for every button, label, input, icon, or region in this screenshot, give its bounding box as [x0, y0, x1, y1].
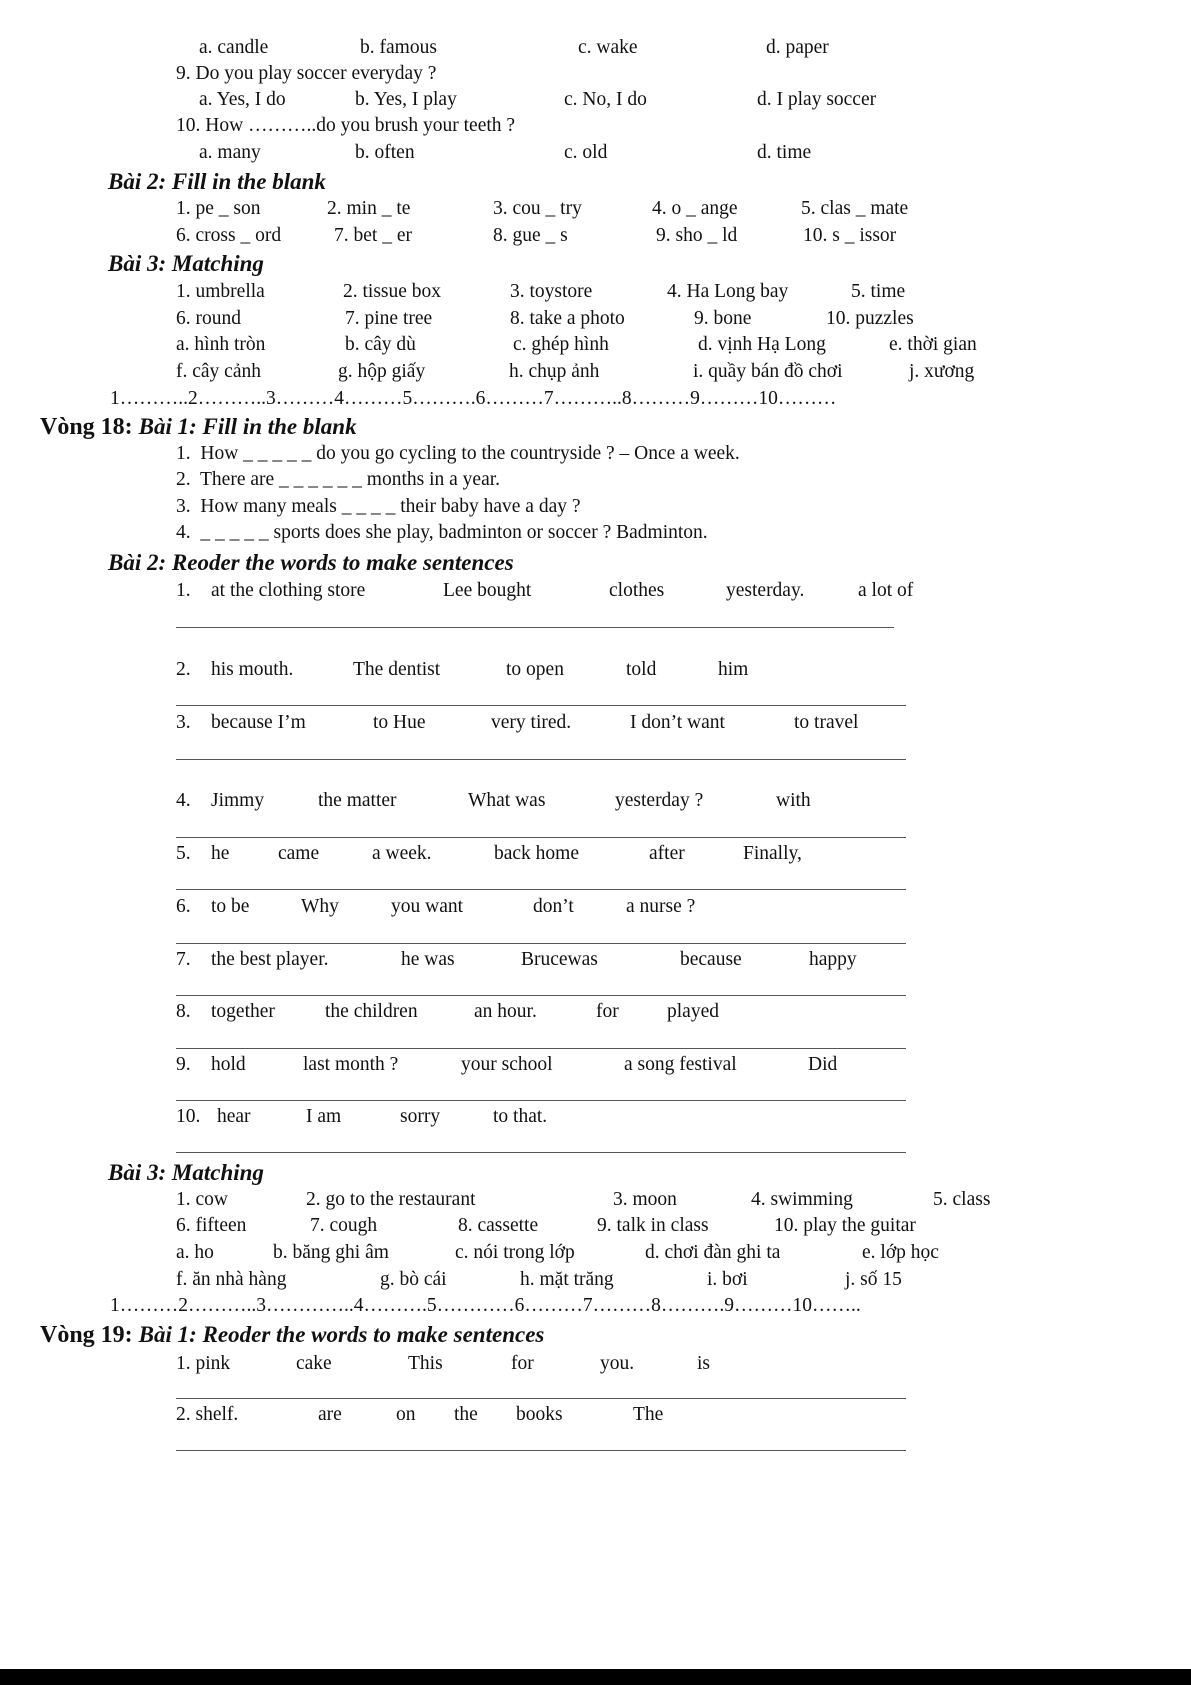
- answer-line[interactable]: [176, 1048, 906, 1049]
- q8-option-b: b. famous: [360, 37, 437, 58]
- reorder-number: 5.: [176, 843, 191, 864]
- vong18-item[interactable]: 1. How _ _ _ _ _ do you go cycling to the countryside ? – Once a week.: [176, 443, 740, 464]
- word-chunk: Why: [301, 896, 339, 917]
- matching-item: e. lớp học: [862, 1242, 939, 1263]
- matching-item: a. hình tròn: [176, 334, 266, 355]
- matching-item: g. bò cái: [380, 1269, 447, 1290]
- matching-item: 1. umbrella: [176, 281, 265, 302]
- word-chunk: a nurse ?: [626, 896, 696, 917]
- answer-line[interactable]: [176, 837, 906, 838]
- matching-item: c. nói trong lớp: [455, 1242, 575, 1263]
- q8-option-c: c. wake: [578, 37, 638, 58]
- matching-item: f. cây cảnh: [176, 361, 261, 382]
- matching-item: d. chơi đàn ghi ta: [645, 1242, 781, 1263]
- matching-item: 8. cassette: [458, 1215, 539, 1236]
- vong18-item[interactable]: 4. _ _ _ _ _ sports does she play, badminton or soccer ? Badminton.: [176, 522, 708, 543]
- matching-item: 10. puzzles: [826, 308, 914, 329]
- vong18-item[interactable]: 3. How many meals _ _ _ _ their baby have a day ?: [176, 496, 581, 517]
- word-chunk: with: [776, 790, 811, 811]
- word-chunk: is: [697, 1353, 711, 1374]
- matching-item: j. số 15: [845, 1269, 902, 1290]
- fill-item: 3. cou _ try: [493, 198, 582, 219]
- vong18-lead: Vòng 18:: [40, 414, 139, 440]
- vong19-lead: Vòng 19:: [40, 1322, 139, 1348]
- vong19-heading: [40, 1323, 544, 1347]
- vong19-title: Bài 1: Reoder the words to make sentences: [138, 1322, 545, 1347]
- fill-item: 10. s _ issor: [803, 225, 897, 246]
- word-chunk: hear: [217, 1106, 251, 1127]
- matching-item: 9. talk in class: [597, 1215, 709, 1236]
- word-chunk: a song festival: [624, 1054, 737, 1075]
- word-chunk: because: [680, 949, 742, 970]
- answer-line[interactable]: [176, 943, 906, 944]
- word-chunk: together: [211, 1001, 275, 1022]
- word-chunk: hold: [211, 1054, 246, 1075]
- word-chunk: you want: [391, 896, 464, 917]
- word-chunk: a lot of: [858, 580, 914, 601]
- q9-option-c: c. No, I do: [564, 89, 647, 110]
- word-chunk: because I’m: [211, 712, 306, 733]
- word-chunk: the matter: [318, 790, 397, 811]
- bai2-fill-heading: Bài 2: Fill in the blank: [108, 169, 326, 194]
- fill-item: 6. cross _ ord: [176, 225, 282, 246]
- reorder-number: 2.: [176, 659, 191, 680]
- answer-line[interactable]: [176, 1398, 906, 1399]
- word-chunk: The dentist: [353, 659, 441, 680]
- matching-answer-line[interactable]: 1………..2………..3………4………5……….6………7………..8………9………10………: [110, 388, 837, 409]
- reorder-number: 7.: [176, 949, 191, 970]
- word-chunk: last month ?: [303, 1054, 399, 1075]
- matching-item: 6. fifteen: [176, 1215, 247, 1236]
- word-chunk: to open: [506, 659, 564, 680]
- matching-item: i. quầy bán đồ chơi: [693, 361, 843, 382]
- fill-item: 4. o _ ange: [652, 198, 738, 219]
- q10-option-b: b. often: [355, 142, 415, 163]
- matching-item: 7. cough: [310, 1215, 378, 1236]
- vong18-item[interactable]: 2. There are _ _ _ _ _ _ months in a year.: [176, 469, 501, 490]
- word-chunk: Brucewas: [521, 949, 598, 970]
- reorder-number: 1.: [176, 580, 191, 601]
- q9-option-b: b. Yes, I play: [355, 89, 457, 110]
- word-chunk: for: [511, 1353, 534, 1374]
- word-chunk: his mouth.: [211, 659, 294, 680]
- word-chunk: yesterday ?: [615, 790, 704, 811]
- word-chunk: played: [667, 1001, 719, 1022]
- word-chunk: came: [278, 843, 320, 864]
- word-chunk: very tired.: [491, 712, 572, 733]
- word-chunk: 2. shelf.: [176, 1404, 239, 1425]
- word-chunk: he was: [401, 949, 455, 970]
- fill-item: 1. pe _ son: [176, 198, 261, 219]
- fill-item: 5. clas _ mate: [801, 198, 909, 219]
- matching-item: j. xương: [909, 361, 975, 382]
- answer-line[interactable]: [176, 889, 906, 890]
- q9-option-d: d. I play soccer: [757, 89, 877, 110]
- word-chunk: at the clothing store: [211, 580, 366, 601]
- word-chunk: happy: [809, 949, 857, 970]
- reorder-number: 3.: [176, 712, 191, 733]
- word-chunk: a week.: [372, 843, 432, 864]
- matching-item: d. vịnh Hạ Long: [698, 334, 826, 355]
- word-chunk: This: [408, 1353, 443, 1374]
- word-chunk: Jimmy: [211, 790, 265, 811]
- matching-item: 10. play the guitar: [774, 1215, 916, 1236]
- word-chunk: Lee bought: [443, 580, 532, 601]
- answer-line[interactable]: [176, 627, 894, 628]
- word-chunk: Finally,: [743, 843, 802, 864]
- reorder-number: 4.: [176, 790, 191, 811]
- bai3-matching-heading: Bài 3: Matching: [108, 251, 264, 276]
- matching-item: 4. swimming: [751, 1189, 853, 1210]
- word-chunk: I don’t want: [630, 712, 725, 733]
- bai2-reorder-heading: Bài 2: Reoder the words to make sentences: [108, 550, 514, 575]
- bottom-edge-bar: [0, 1669, 1191, 1685]
- matching-item: 4. Ha Long bay: [667, 281, 789, 302]
- word-chunk: him: [718, 659, 749, 680]
- matching-item: b. băng ghi âm: [273, 1242, 389, 1263]
- q9-question: 9. Do you play soccer everyday ?: [176, 63, 437, 84]
- word-chunk: your school: [461, 1054, 553, 1075]
- word-chunk: are: [318, 1404, 342, 1425]
- matching-item: 1. cow: [176, 1189, 228, 1210]
- answer-line[interactable]: [176, 705, 906, 706]
- matching-item: 5. class: [933, 1189, 991, 1210]
- matching-item: 3. toystore: [510, 281, 593, 302]
- word-chunk: you.: [600, 1353, 635, 1374]
- word-chunk: to that.: [493, 1106, 548, 1127]
- matching-item: i. bơi: [707, 1269, 748, 1290]
- answer-line[interactable]: [176, 1152, 906, 1153]
- word-chunk: books: [516, 1404, 563, 1425]
- matching-item: 9. bone: [694, 308, 752, 329]
- vong18-title: Bài 1: Fill in the blank: [138, 414, 357, 439]
- fill-item: 8. gue _ s: [493, 225, 568, 246]
- matching-item: 5. time: [851, 281, 906, 302]
- fill-item: 2. min _ te: [327, 198, 411, 219]
- word-chunk: told: [626, 659, 657, 680]
- reorder-number: 10.: [176, 1106, 201, 1127]
- word-chunk: he: [211, 843, 230, 864]
- word-chunk: to travel: [794, 712, 859, 733]
- word-chunk: to be: [211, 896, 250, 917]
- reorder-number: 9.: [176, 1054, 191, 1075]
- word-chunk: cake: [296, 1353, 332, 1374]
- word-chunk: don’t: [533, 896, 574, 917]
- answer-line[interactable]: [176, 759, 906, 760]
- word-chunk: Did: [808, 1054, 838, 1075]
- matching-item: b. cây dù: [345, 334, 416, 355]
- word-chunk: the best player.: [211, 949, 329, 970]
- word-chunk: clothes: [609, 580, 665, 601]
- matching-answer-line[interactable]: 1………2………..3…………..4……….5…………6………7………8……….9………10……..: [110, 1295, 861, 1316]
- bai3-matching-heading: Bài 3: Matching: [108, 1160, 264, 1185]
- q8-option-a: a. candle: [199, 37, 269, 58]
- matching-item: 6. round: [176, 308, 241, 329]
- word-chunk: the: [454, 1404, 478, 1425]
- matching-item: e. thời gian: [889, 334, 977, 355]
- word-chunk: What was: [468, 790, 546, 811]
- word-chunk: to Hue: [373, 712, 426, 733]
- reorder-number: 8.: [176, 1001, 191, 1022]
- word-chunk: the children: [325, 1001, 418, 1022]
- matching-item: g. hộp giấy: [338, 361, 426, 382]
- answer-line[interactable]: [176, 1450, 906, 1451]
- word-chunk: for: [596, 1001, 619, 1022]
- word-chunk: The: [633, 1404, 664, 1425]
- word-chunk: on: [396, 1404, 416, 1425]
- matching-item: f. ăn nhà hàng: [176, 1269, 287, 1290]
- matching-item: a. ho: [176, 1242, 214, 1263]
- matching-item: c. ghép hình: [513, 334, 609, 355]
- matching-item: 3. moon: [613, 1189, 677, 1210]
- answer-line[interactable]: [176, 1100, 906, 1101]
- matching-item: h. chụp ảnh: [509, 361, 600, 382]
- q10-option-d: d. time: [757, 142, 812, 163]
- word-chunk: yesterday.: [726, 580, 805, 601]
- q10-option-a: a. many: [199, 142, 261, 163]
- matching-item: h. mặt trăng: [520, 1269, 614, 1290]
- fill-item: 9. sho _ ld: [656, 225, 738, 246]
- reorder-number: 6.: [176, 896, 191, 917]
- word-chunk: I am: [306, 1106, 342, 1127]
- fill-item: 7. bet _ er: [334, 225, 412, 246]
- answer-line[interactable]: [176, 995, 906, 996]
- matching-item: 7. pine tree: [345, 308, 433, 329]
- q9-option-a: a. Yes, I do: [199, 89, 286, 110]
- word-chunk: back home: [494, 843, 580, 864]
- matching-item: 2. go to the restaurant: [306, 1189, 476, 1210]
- word-chunk: after: [649, 843, 685, 864]
- word-chunk: an hour.: [474, 1001, 537, 1022]
- q10-option-c: c. old: [564, 142, 608, 163]
- q10-question: 10. How ………..do you brush your teeth ?: [176, 115, 516, 136]
- matching-item: 8. take a photo: [510, 308, 625, 329]
- word-chunk: sorry: [400, 1106, 441, 1127]
- vong18-heading: [40, 415, 357, 439]
- word-chunk: 1. pink: [176, 1353, 231, 1374]
- matching-item: 2. tissue box: [343, 281, 442, 302]
- q8-option-d: d. paper: [766, 37, 829, 58]
